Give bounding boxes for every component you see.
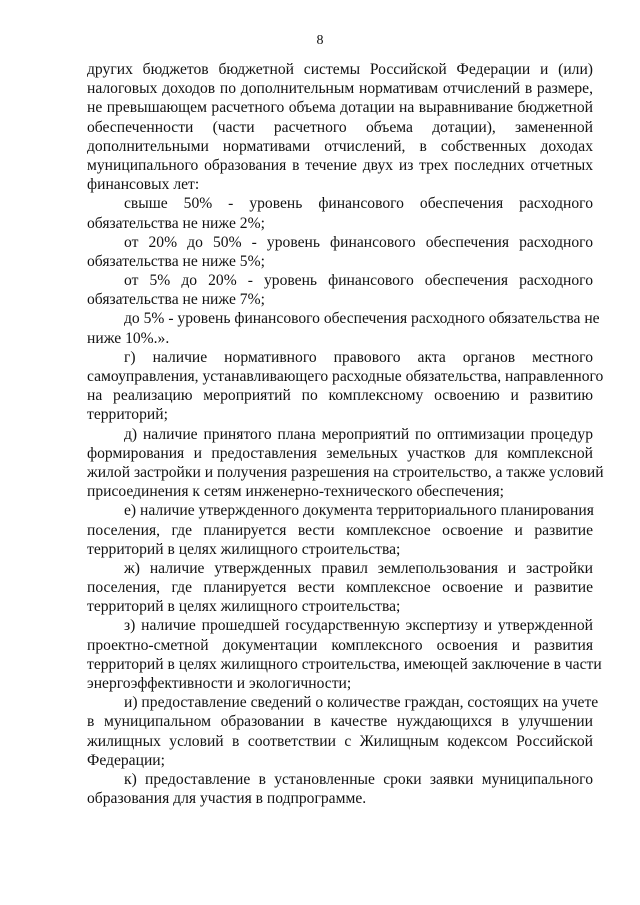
paragraph: [87, 348, 604, 425]
text-line: не превышающем расчетного объема дотации на выравнивание бюджетной: [87, 99, 593, 117]
paragraph: [87, 770, 593, 808]
text-line: поселения, где планируется вести комплексное освоение и развитие: [87, 579, 593, 597]
paragraph: [87, 559, 593, 617]
text-line: территорий в целях жилищного строительства;: [87, 540, 401, 558]
text-line: проектно-сметной документации комплексного освоения и развития: [87, 636, 593, 654]
paragraph: [87, 194, 593, 232]
paragraph: [87, 425, 604, 502]
text-line: от 5% до 20% - уровень финансового обеспечения расходного: [124, 272, 593, 290]
text-line: территорий;: [87, 406, 168, 424]
text-line: территорий в целях жилищного строительства, имеющей заключение в части: [87, 655, 602, 673]
text-line: территорий в целях жилищного строительства;: [87, 598, 401, 616]
text-line: ж) наличие утвержденных правил землепользования и застройки: [124, 559, 593, 577]
text-line: финансовых лет:: [87, 176, 200, 194]
paragraph: [87, 233, 593, 271]
paragraph: [87, 693, 599, 770]
text-line: к) предоставление в установленные сроки заявки муниципального: [124, 770, 593, 788]
paragraph: [87, 309, 600, 347]
text-line: муниципального образования в течение двух из трех последних отчетных: [87, 156, 593, 174]
text-line: других бюджетов бюджетной системы Российской Федерации и (или): [87, 61, 593, 78]
text-line: Федерации;: [87, 751, 165, 769]
text-line: до 5% - уровень финансового обеспечения расходного обязательства не: [124, 310, 600, 328]
text-line: энергоэффективности и экологичности;: [87, 675, 352, 692]
text-line: жилой застройки и получения разрешения на строительство, а также условий: [87, 463, 604, 481]
text-line: самоуправления, устанавливающего расходные обязательства, направленного: [87, 368, 604, 385]
text-line: в муниципальном образовании в качестве нуждающихся в улучшении: [87, 713, 593, 731]
text-line: на реализацию мероприятий по комплексному освоению и развитию: [87, 387, 593, 405]
paragraph: [87, 501, 593, 559]
text-line: и) предоставление сведений о количестве граждан, состоящих на учете: [124, 694, 599, 712]
text-line: обязательства не ниже 2%;: [87, 214, 265, 232]
text-line: обеспеченности (части расчетного объема дотации), замененной: [87, 118, 593, 136]
text-line: д) наличие принятого плана мероприятий по оптимизации процедур: [124, 425, 593, 443]
text-line: формирования и предоставления земельных участков для комплексной: [87, 444, 593, 462]
text-line: з) наличие прошедшей государственную экспертизу и утвержденной: [124, 617, 593, 635]
page-number: 8: [316, 33, 324, 48]
text-line: налоговых доходов по дополнительным нормативам отчислений в размере,: [87, 80, 593, 98]
text-line: ниже 10%.».: [87, 329, 170, 347]
text-line: образования для участия в подпрограмме.: [87, 790, 367, 808]
text-line: присоединения к сетям инженерно-технического обеспечения;: [87, 483, 505, 501]
document-body: [87, 60, 604, 808]
paragraph: [87, 616, 602, 693]
text-line: жилищных условий в соответствии с Жилищным кодексом Российской: [87, 732, 593, 750]
text-line: от 20% до 50% - уровень финансового обеспечения расходного: [124, 233, 593, 251]
text-line: е) наличие утвержденного документа территориального планирования: [124, 502, 594, 520]
text-line: поселения, где планируется вести комплексное освоение и развитие: [87, 521, 593, 539]
text-line: обязательства не ниже 5%;: [87, 252, 265, 270]
text-line: дополнительными нормативами отчислений, в собственных доходах: [87, 137, 593, 155]
text-line: г) наличие нормативного правового акта органов местного: [124, 348, 593, 366]
paragraph: [87, 60, 593, 194]
text-line: свыше 50% - уровень финансового обеспечения расходного: [124, 195, 593, 213]
paragraph: [87, 271, 593, 309]
text-line: обязательства не ниже 7%;: [87, 291, 265, 309]
